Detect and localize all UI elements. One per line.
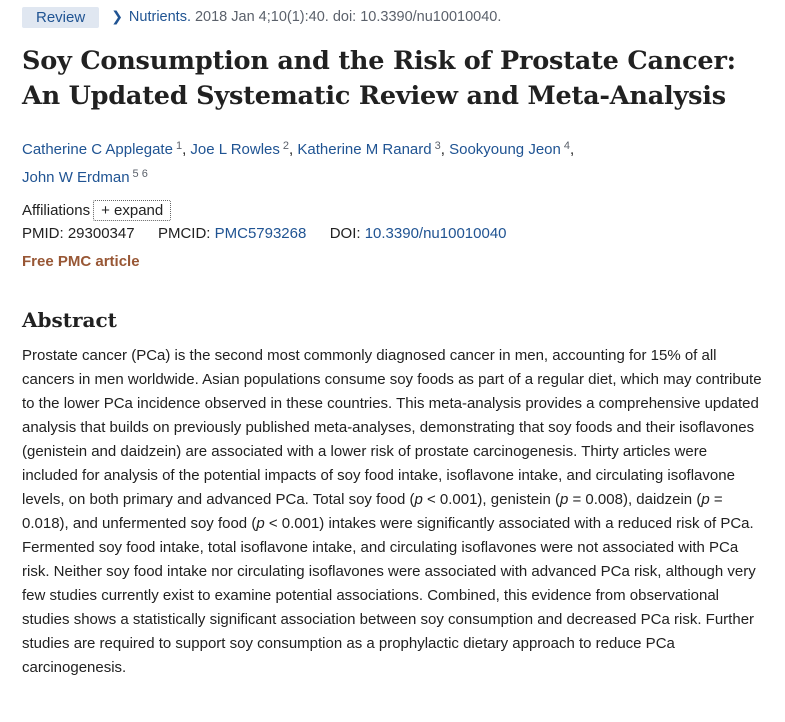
doi-link[interactable]: 10.3390/nu10010040 (364, 225, 507, 242)
author-link[interactable]: Joe L Rowles (190, 141, 280, 158)
author-separator: , (289, 141, 294, 158)
abstract-heading: Abstract (22, 308, 117, 332)
citation-text: 2018 Jan 4;10(1):40. doi: 10.3390/nu10010040. (194, 9, 502, 25)
p-value-symbol: p (701, 491, 710, 508)
author-link[interactable]: Katherine M Ranard (297, 141, 432, 158)
abstract-segment: < 0.001) intakes were significantly associated with a reduced risk of PCa. Fermented soy food intake, total isoflavone intake, and circulating isoflavones were not associated with PCa risk. Neither soy food intake nor circulating isoflavones were associated with advanced PCa risk, although very few studies currently exist to examine potential associations. Combined, this evidence from observational studies shows a statistically significant association between soy consumption and decreased PCa risk. Further studies are required to support soy consumption as a prophylactic dietary approach to reduce PCa carcinogenesis. (22, 515, 756, 676)
author-entry (190, 141, 293, 158)
identifiers-row (22, 225, 763, 242)
author-separator: , (182, 141, 187, 158)
affiliation-ref[interactable]: 1 (175, 140, 183, 152)
author-separator: , (440, 141, 445, 158)
affiliation-ref[interactable]: 3 (434, 140, 441, 152)
p-value-symbol: p (559, 491, 569, 508)
pmcid-link[interactable]: PMC5793268 (214, 225, 307, 242)
expand-affiliations-button[interactable]: + expand (93, 200, 171, 221)
author-link[interactable]: Sookyoung Jeon (449, 141, 561, 158)
authors-list (22, 134, 763, 190)
author-link[interactable]: Catherine C Applegate (22, 141, 173, 158)
author-entry (449, 141, 574, 158)
author-entry (297, 141, 445, 158)
affiliation-ref[interactable]: 2 (282, 140, 290, 152)
abstract-segment: = 0.018), and unfermented soy food ( (22, 491, 723, 532)
author-separator: , (569, 141, 575, 158)
author-entry (22, 169, 148, 186)
article-meta-line (22, 6, 763, 28)
abstract-segment: < 0.001), genistein ( (422, 491, 560, 508)
chevron-right-icon[interactable]: ❯ (111, 7, 123, 24)
pmid-label: PMID: (22, 225, 64, 242)
publication-type-badge[interactable]: Review (22, 7, 99, 28)
abstract-text (22, 344, 762, 680)
author-entry (22, 141, 186, 158)
pmid-value: 29300347 (67, 225, 135, 242)
abstract-segment: = 0.008), daidzein ( (568, 491, 702, 508)
free-pmc-article-badge[interactable]: Free PMC article (22, 253, 140, 270)
affiliations-label: Affiliations (22, 202, 91, 219)
p-value-symbol: p (414, 491, 423, 508)
p-value-symbol: p (256, 515, 265, 532)
affiliation-ref[interactable]: 4 (563, 140, 570, 152)
abstract-segment: Prostate cancer (PCa) is the second most commonly diagnosed cancer in men, accounting for 15% of all cancers in men worldwide. Asian populations consume soy foods as part of a regular diet, which may contribute to the lower PCa incidence observed in these countries. This meta-analysis provides a comprehensive updated analysis that builds on previously published meta-analyses, demonstrating that soy foods and their isoflavones (genistein and daidzein) are associated with a lower risk of prostate carcinogenesis. Thirty articles were included for analysis of the potential impacts of soy food intake, isoflavone intake, and circulating isoflavone levels, on both primary and advanced PCa. Total soy food ( (22, 347, 762, 508)
author-link[interactable]: John W Erdman (22, 169, 130, 186)
affiliation-ref[interactable]: 5 6 (132, 168, 148, 180)
journal-link[interactable]: Nutrients. (128, 9, 191, 25)
pmcid-label: PMCID: (157, 225, 211, 242)
article-title: Soy Consumption and the Risk of Prostate Cancer: An Updated Systematic Review and Meta-Analysis (22, 46, 736, 111)
affiliations-row (22, 200, 763, 221)
doi-label: DOI: (329, 225, 361, 242)
